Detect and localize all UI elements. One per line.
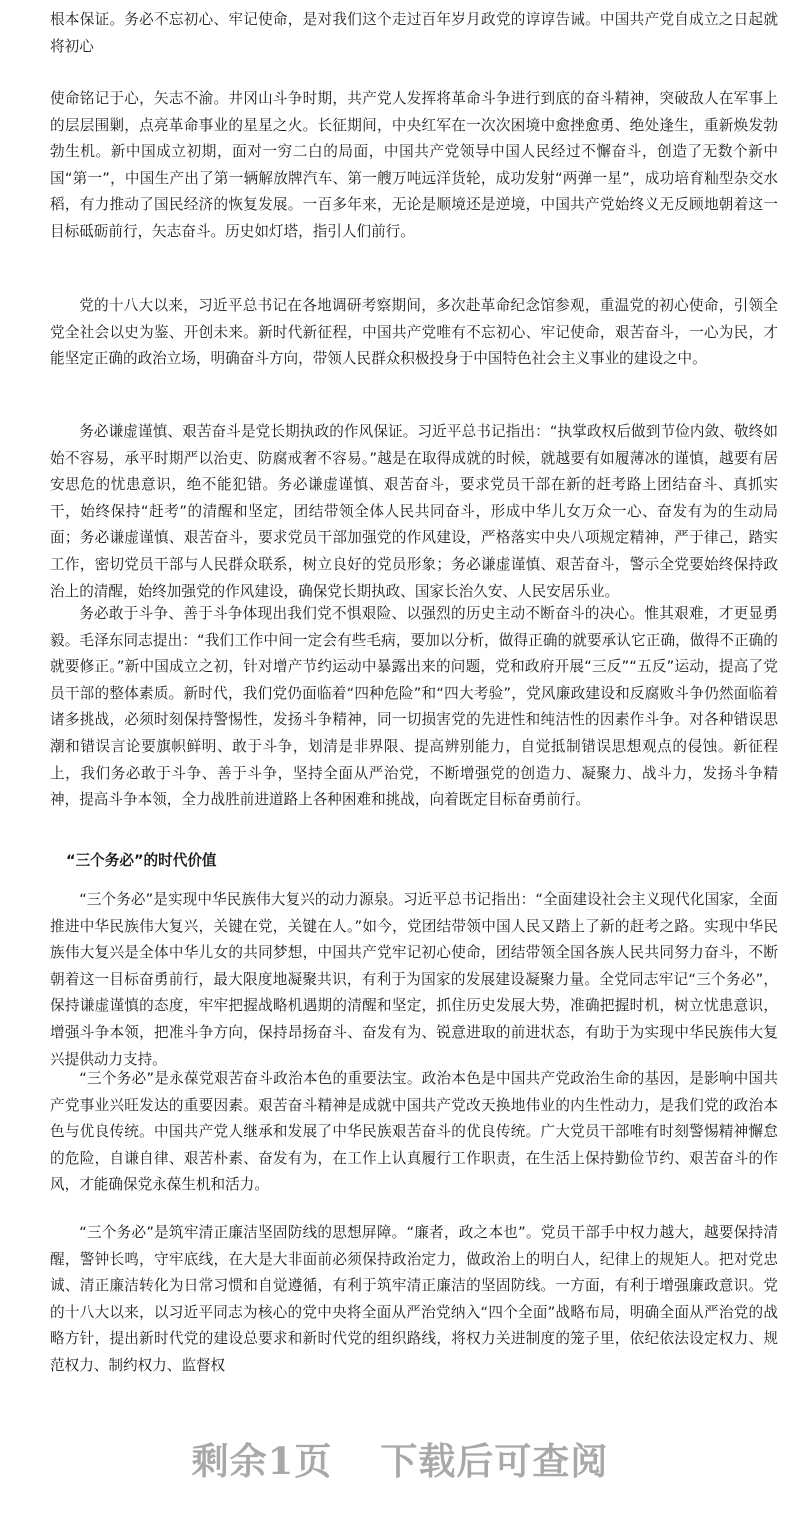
top-fragment: 根本保证。务必不忘初心、牢记使命，是对我们这个走过百年岁月政党的谆谆告诫。中国共产党自成立之日起就将初心 <box>50 11 778 55</box>
section-paragraph-2: “三个务必”是永葆党艰苦奋斗政治本色的重要法宝。政治本色是中国共产党政治生命的基因，是影响中国共产党事业兴旺发达的重要因素。艰苦奋斗精神是成就中国共产党改天换地伟业的内生性动力，是我们党的政治本色与优良传统。中国共产党人继承和发展了中华民族艰苦奋斗的优良传统。广大党员干部唯有时刻警惕精神懈怠的危险，自谦自律、艰苦朴素、奋发有为，在工作上认真履行工作职责，在生活上保持勤俭节约、艰苦奋斗的作风，才能确保党永葆生机和活力。 <box>50 1070 778 1194</box>
remaining-pages-label: 剩余1页 <box>191 1439 333 1483</box>
section-heading: “三个务必”的时代价值 <box>66 852 217 869</box>
paragraph-2: 党的十八大以来，习近平总书记在各地调研考察期间，多次赴革命纪念馆参观，重温党的初心使命，引领全党全社会以史为鉴、开创未来。新时代新征程，中国共产党唯有不忘初心、牢记使命，艰苦奋斗，一心为民，才能坚定正确的政治立场，明确奋斗方向，带领人民群众积极投身于中国特色社会主义事业的建设之中。 <box>50 297 778 368</box>
paragraph-3: 务必谦虚谨慎、艰苦奋斗是党长期执政的作风保证。习近平总书记指出：“执掌政权后做到节俭内敛、敬终如始不容易，承平时期严以治吏、防腐戒奢不容易。”越是在取得成就的时候，就越要有如履薄冰的谨慎，越要有居安思危的忧患意识，绝不能犯错。务必谦虚谨慎、艰苦奋斗，要求党员干部在新的赶考路上团结奋斗、真抓实干，始终保持“赶考”的清醒和坚定，团结带领全体人民共同奋斗，形成中华儿女万众一心、奋发有为的生动局面；务必谦虚谨慎、艰苦奋斗，要求党员干部加强党的作风建设，严格落实中央八项规定精神，严于律己，踏实工作，密切党员干部与人民群众联系，树立良好的党员形象；务必谦虚谨慎、艰苦奋斗，警示全党要始终保持政治上的清醒，始终加强党的作风建设，确保党长期执政、国家长治久安、人民安居乐业。 <box>50 423 778 600</box>
paragraph-1: 使命铭记于心，矢志不渝。井冈山斗争时期，共产党人发挥将革命斗争进行到底的奋斗精神，突破敌人在军事上的层层围剿，点亮革命事业的星星之火。长征期间，中央红军在一次次困境中愈挫愈勇、绝处逢生，重新焕发勃勃生机。新中国成立初期，面对一穷二白的局面，中国共产党领导中国人民经过不懈奋斗，创造了无数个新中国“第一”，中国生产出了第一辆解放牌汽车、第一艘万吨远洋货轮，成功发射“两弹一星”，成功培育籼型杂交水稻，有力推动了国民经济的恢复发展。一百多年来，无论是顺境还是逆境，中国共产党始终义无反顾地朝着这一目标砥砺前行，矢志奋斗。历史如灯塔，指引人们前行。 <box>50 90 778 240</box>
section-paragraph-3: “三个务必”是筑牢清正廉洁坚固防线的思想屏障。“廉者，政之本也”。党员干部手中权力越大，越要保持清醒，警钟长鸣，守牢底线，在大是大非面前必须保持政治定力，做政治上的明白人，纪律上的规矩人。把对党忠诚、清正廉洁转化为日常习惯和自觉遵循，有利于筑牢清正廉洁的坚固防线。一方面，有利于增强廉政意识。党的十八大以来，以习近平同志为核心的党中央将全面从严治党纳入“四个全面”战略布局，明确全面从严治党的战略方针，提出新时代党的建设总要求和新时代党的组织路线，将权力关进制度的笼子里，依纪依法设定权力、规范权力、制约权力、监督权 <box>50 1224 778 1374</box>
paragraph-4: 务必敢于斗争、善于斗争体现出我们党不惧艰险、以强烈的历史主动不断奋斗的决心。惟其艰难，才更显勇毅。毛泽东同志提出：“我们工作中间一定会有些毛病，要加以分析，做得正确的就要承认它正确，做得不正确的就要修正。”新中国成立之初，针对增产节约运动中暴露出来的问题，党和政府开展“三反”“五反”运动，提高了党员干部的整体素质。新时代，我们党仍面临着“四种危险”和“四大考验”，党风廉政建设和反腐败斗争仍然面临着诸多挑战，必须时刻保持警惕性，发扬斗争精神，同一切损害党的先进性和纯洁性的因素作斗争。对各种错误思潮和错误言论要旗帜鲜明、敢于斗争，划清是非界限、提高辨别能力，自觉抵制错误思想观点的侵蚀。新征程上，我们务必敢于斗争、善于斗争，坚持全面从严治党，不断增强党的创造力、凝聚力、战斗力，发扬斗争精神，提高斗争本领，全力战胜前进道路上各种困难和挑战，向着既定目标奋勇前行。 <box>50 605 778 809</box>
download-to-view-label: 下载后可查阅 <box>380 1439 609 1483</box>
download-banner[interactable] <box>0 1430 800 1492</box>
section-paragraph-1: “三个务必”是实现中华民族伟大复兴的动力源泉。习近平总书记指出：“全面建设社会主义现代化国家，全面推进中华民族伟大复兴，关键在党，关键在人。”如今，党团结带领中国人民又踏上了新的赶考之路。实现中华民族伟大复兴是全体中华儿女的共同梦想，中国共产党牢记初心使命，团结带领全国各族人民共同努力奋斗，不断朝着这一目标奋勇前行，最大限度地凝聚共识，有利于为国家的发展建设凝聚力量。全党同志牢记“三个务必”，保持谦虚谨慎的态度，牢牢把握战略机遇期的清醒和坚定，抓住历史发展大势，准确把握时机，树立忧患意识，增强斗争本领，把准斗争方向，保持昂扬奋斗、奋发有为、锐意进取的前进状态，有助于为实现中华民族伟大复兴提供动力支持。 <box>50 891 778 1068</box>
